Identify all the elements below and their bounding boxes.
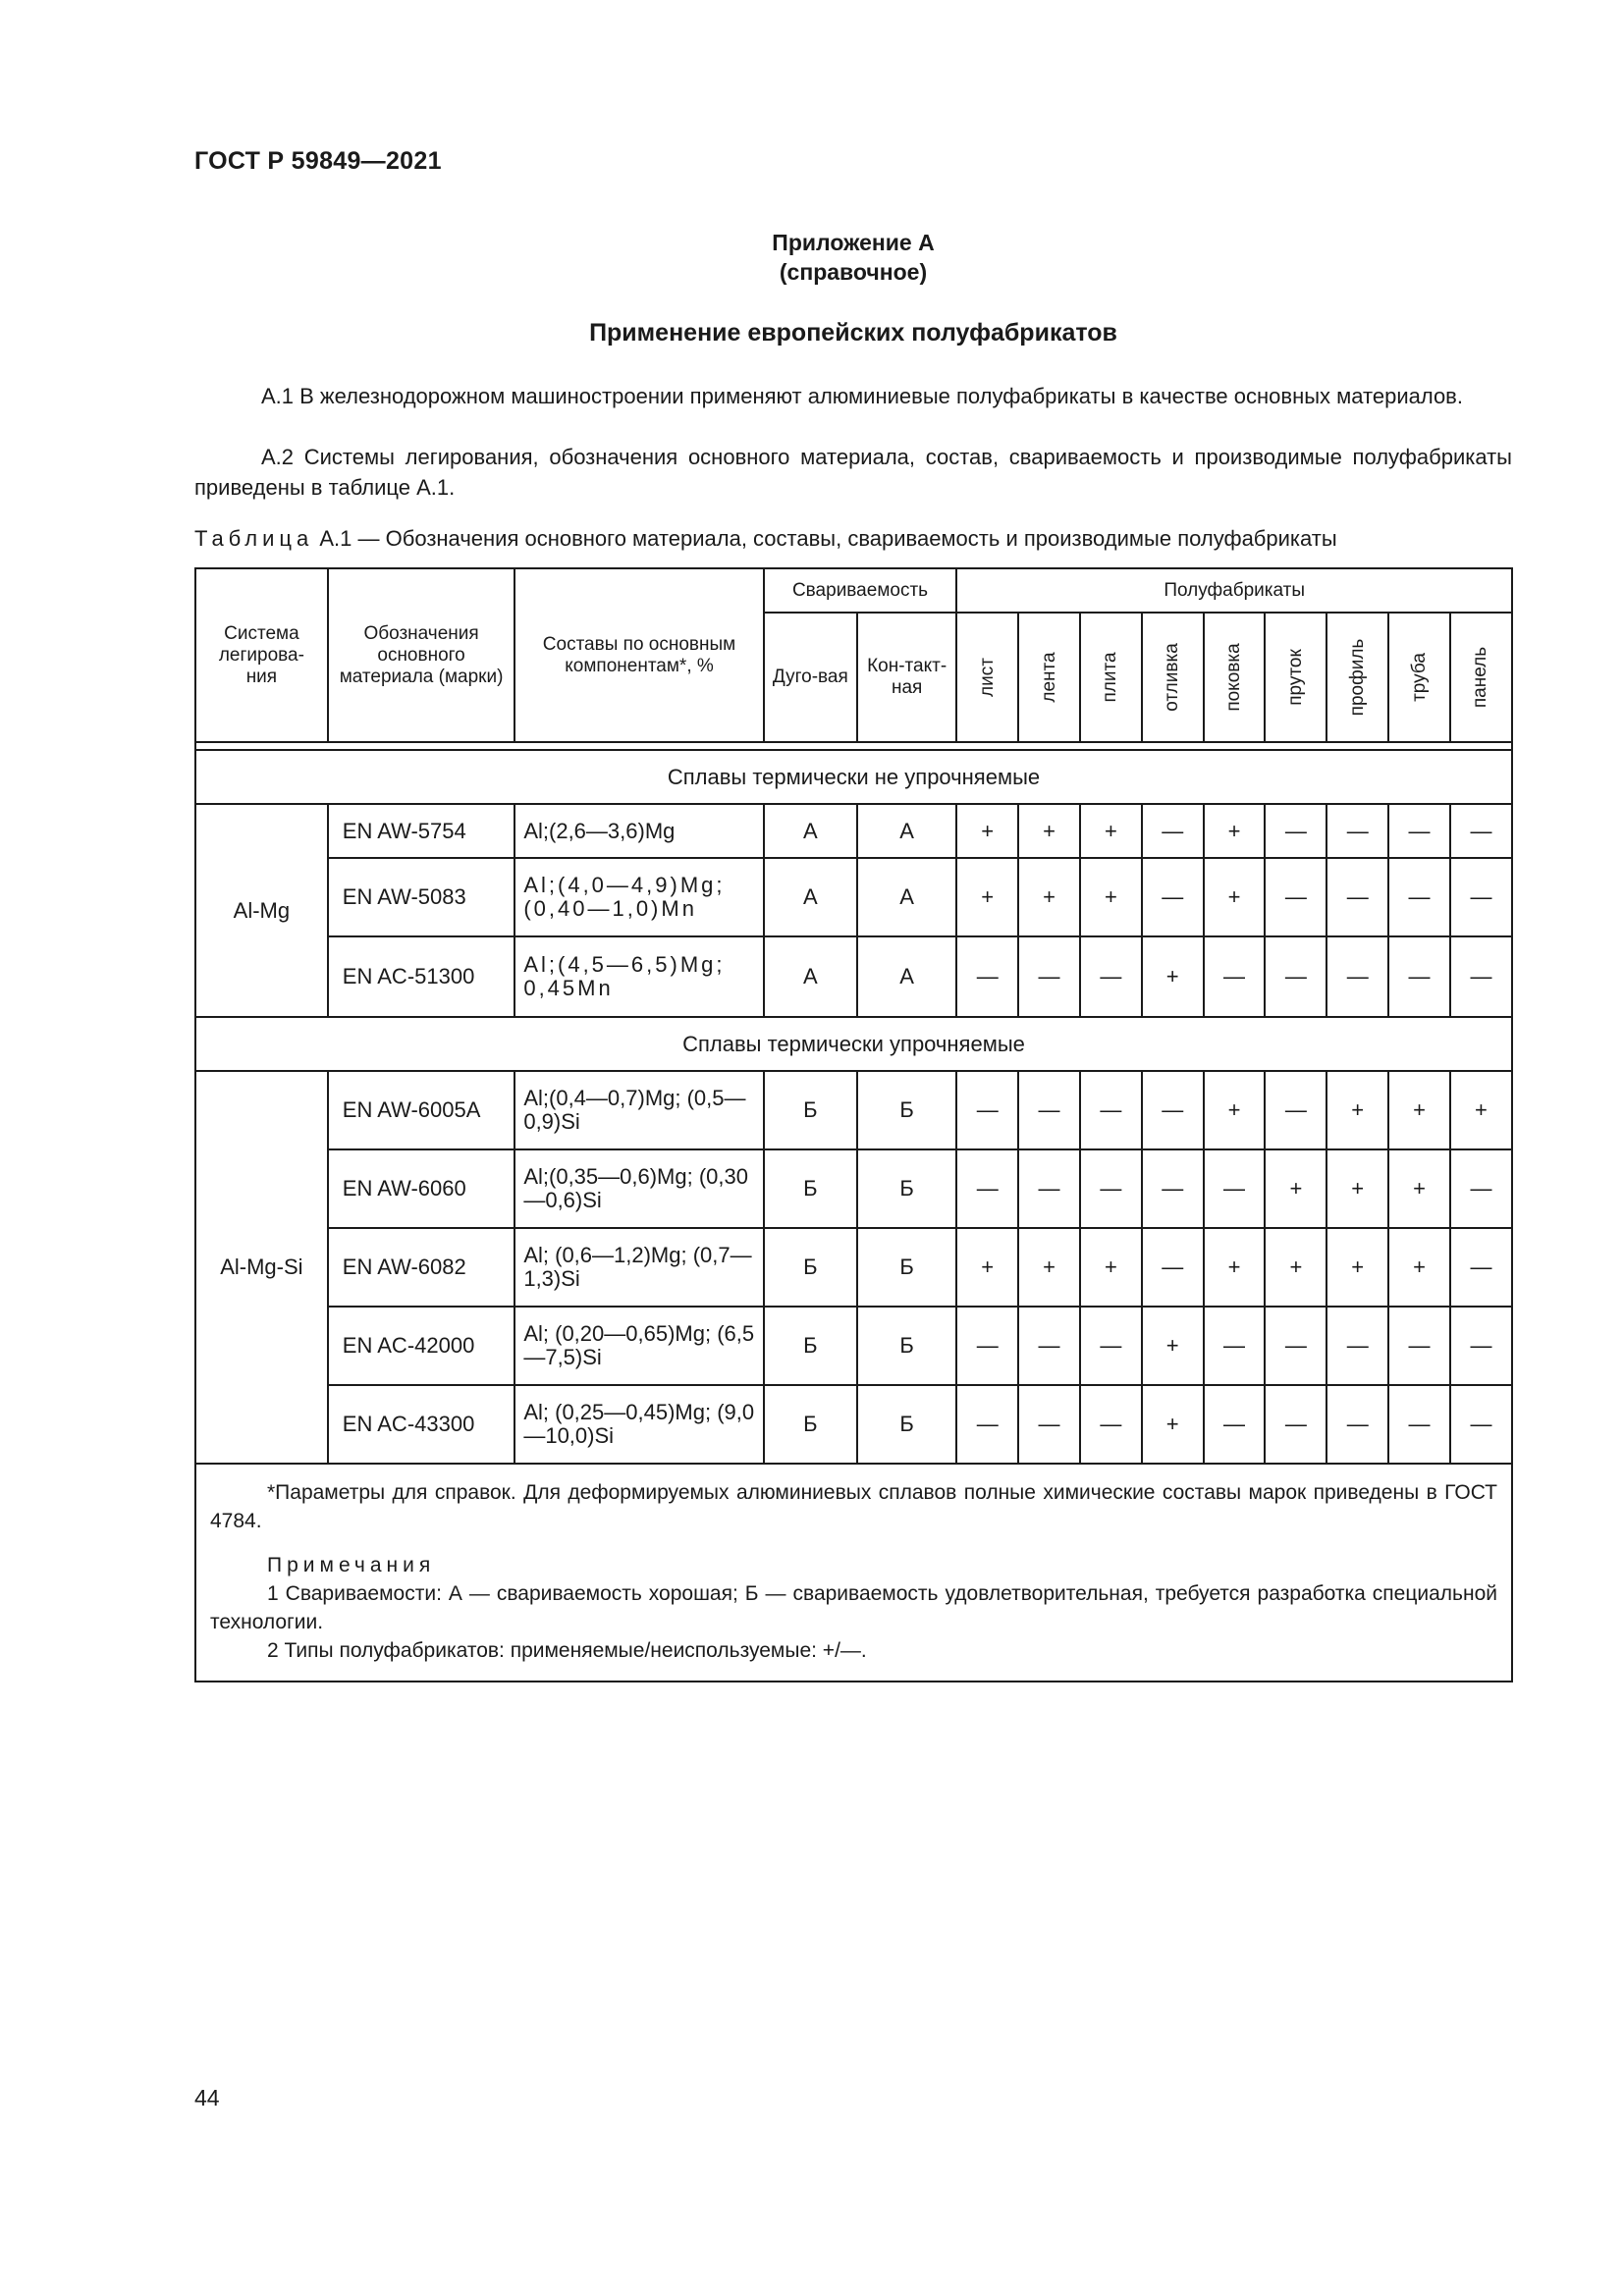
header-product-bar: пруток (1265, 613, 1326, 742)
product-cell: — (1326, 1307, 1388, 1385)
composition-cell: Al;(2,6—3,6)Mg (514, 804, 763, 858)
product-cell: — (1080, 1385, 1142, 1464)
product-cell: — (1142, 1071, 1204, 1149)
product-cell: + (1204, 804, 1266, 858)
product-cell: — (1018, 1307, 1080, 1385)
note-1: 1 Свариваемости: А — свариваемость хорошая; Б — свариваемость удовлетворительная, требуется разработка специальной технологии. (210, 1582, 1497, 1633)
product-cell: + (956, 804, 1018, 858)
product-cell: + (956, 858, 1018, 936)
product-cell: — (1265, 804, 1326, 858)
contact-weld-cell: А (857, 936, 956, 1017)
document-code: ГОСТ Р 59849—2021 (194, 147, 442, 175)
product-cell: + (1142, 1385, 1204, 1464)
header-contact: Кон-такт-ная (857, 613, 956, 742)
table-row (195, 1385, 1512, 1464)
arc-weld-cell: Б (764, 1307, 857, 1385)
grade-cell: EN AW-6060 (328, 1149, 515, 1228)
grade-cell: EN AC-42000 (328, 1307, 515, 1385)
composition-cell: Al;(0,35—0,6)Mg; (0,30—0,6)Si (514, 1149, 763, 1228)
product-cell: — (1450, 1385, 1512, 1464)
product-cell: — (1326, 858, 1388, 936)
product-cell: — (1204, 1385, 1266, 1464)
header-system: Система легирова-ния (195, 568, 328, 742)
product-cell: + (1388, 1071, 1450, 1149)
product-cell: — (1142, 858, 1204, 936)
product-cell: — (1265, 936, 1326, 1017)
product-cell: — (1018, 1071, 1080, 1149)
product-cell: — (1326, 1385, 1388, 1464)
product-cell: — (1326, 936, 1388, 1017)
product-cell: + (1142, 936, 1204, 1017)
product-cell: — (956, 1385, 1018, 1464)
paragraph-a2: А.2 Системы легирования, обозначения основного материала, состав, свариваемость и производимые полуфабрикаты приведены в таблице А.1. (194, 445, 1512, 500)
alloy-system-cell: Al-Mg (195, 804, 328, 1017)
arc-weld-cell: А (764, 804, 857, 858)
product-cell: + (1265, 1149, 1326, 1228)
composition-cell: Al; (0,25—0,45)Mg; (9,0—10,0)Si (514, 1385, 763, 1464)
table-row (195, 1228, 1512, 1307)
product-cell: + (1388, 1149, 1450, 1228)
arc-weld-cell: Б (764, 1071, 857, 1149)
arc-weld-cell: Б (764, 1228, 857, 1307)
materials-table (194, 567, 1513, 1682)
product-cell: — (1450, 1149, 1512, 1228)
product-cell: — (1080, 936, 1142, 1017)
product-cell: — (1388, 804, 1450, 858)
product-cell: — (1388, 1385, 1450, 1464)
header-product-profile: профиль (1326, 613, 1388, 742)
contact-weld-cell: Б (857, 1307, 956, 1385)
product-cell: — (1204, 936, 1266, 1017)
page-number: 44 (194, 2085, 220, 2110)
arc-weld-cell: Б (764, 1385, 857, 1464)
product-cell: + (1018, 804, 1080, 858)
product-cell: — (1265, 1385, 1326, 1464)
product-cell: — (1018, 1149, 1080, 1228)
product-cell: — (1450, 858, 1512, 936)
header-grade: Обозначения основного материала (марки) (328, 568, 515, 742)
grade-cell: EN AW-5754 (328, 804, 515, 858)
table-row (195, 1307, 1512, 1385)
grade-cell: EN AC-51300 (328, 936, 515, 1017)
product-cell: — (1204, 1307, 1266, 1385)
product-cell: + (1326, 1228, 1388, 1307)
product-cell: — (1265, 1307, 1326, 1385)
appendix-subtitle: (справочное) (779, 259, 928, 285)
group-title-non-heat-treatable: Сплавы термически не упрочняемые (195, 750, 1512, 804)
product-cell: + (1204, 1071, 1266, 1149)
product-cell: — (1080, 1149, 1142, 1228)
product-cell: — (1450, 1228, 1512, 1307)
grade-cell: EN AW-5083 (328, 858, 515, 936)
grade-cell: EN AC-43300 (328, 1385, 515, 1464)
table-footnote: *Параметры для справок. Для деформируемых алюминиевых сплавов полные химические составы марок приведены в ГОСТ 4784. (210, 1481, 1497, 1532)
table-row (195, 858, 1512, 936)
header-gap (195, 742, 1512, 750)
header-products: Полуфабрикаты (956, 568, 1512, 613)
table-row (195, 936, 1512, 1017)
section-title: Применение европейских полуфабрикатов (589, 319, 1117, 347)
composition-cell: Al;(0,4—0,7)Mg; (0,5—0,9)Si (514, 1071, 763, 1149)
product-cell: — (1142, 1149, 1204, 1228)
product-cell: + (1018, 1228, 1080, 1307)
header-product-casting: отливка (1142, 613, 1204, 742)
note-2: 2 Типы полуфабрикатов: применяемые/неиспользуемые: +/—. (267, 1639, 867, 1662)
arc-weld-cell: Б (764, 1149, 857, 1228)
product-cell: — (1326, 804, 1388, 858)
product-cell: — (1204, 1149, 1266, 1228)
table-caption (194, 526, 1512, 552)
product-cell: + (1388, 1228, 1450, 1307)
product-cell: + (1018, 858, 1080, 936)
header-product-sheet: лист (956, 613, 1018, 742)
header-product-tube: труба (1388, 613, 1450, 742)
product-cell: — (1388, 936, 1450, 1017)
table-caption-label: Таблица (194, 526, 314, 551)
arc-weld-cell: А (764, 858, 857, 936)
table-row (195, 1071, 1512, 1149)
product-cell: — (1265, 858, 1326, 936)
composition-cell: Al;(4,0—4,9)Mg; (0,40—1,0)Mn (514, 858, 763, 936)
product-cell: — (956, 1071, 1018, 1149)
product-cell: + (1142, 1307, 1204, 1385)
composition-cell: Al;(4,5—6,5)Mg; 0,45Mn (514, 936, 763, 1017)
product-cell: + (1450, 1071, 1512, 1149)
header-composition: Составы по основным компонентам*, % (514, 568, 763, 742)
contact-weld-cell: А (857, 804, 956, 858)
product-cell: — (1450, 804, 1512, 858)
composition-cell: Al; (0,20—0,65)Mg; (6,5—7,5)Si (514, 1307, 763, 1385)
product-cell: + (1080, 1228, 1142, 1307)
composition-cell: Al; (0,6—1,2)Mg; (0,7—1,3)Si (514, 1228, 763, 1307)
product-cell: — (1265, 1071, 1326, 1149)
table-notes (195, 1464, 1512, 1682)
contact-weld-cell: Б (857, 1385, 956, 1464)
product-cell: — (1142, 804, 1204, 858)
notes-title: Примечания (267, 1554, 436, 1576)
product-cell: — (1018, 936, 1080, 1017)
product-cell: + (1265, 1228, 1326, 1307)
table-row (195, 804, 1512, 858)
product-cell: + (1326, 1149, 1388, 1228)
product-cell: + (1080, 804, 1142, 858)
product-cell: + (1204, 858, 1266, 936)
product-cell: — (1080, 1307, 1142, 1385)
product-cell: + (1326, 1071, 1388, 1149)
header-product-panel: панель (1450, 613, 1512, 742)
appendix-heading (194, 228, 1512, 287)
product-cell: — (956, 1149, 1018, 1228)
paragraph-a1: А.1 В железнодорожном машиностроении применяют алюминиевые полуфабрикаты в качестве основных материалов. (261, 384, 1463, 408)
table-caption-text: А.1 — Обозначения основного материала, составы, свариваемость и производимые полуфабрикаты (313, 526, 1337, 551)
header-product-strip: лента (1018, 613, 1080, 742)
header-weldability: Свариваемость (764, 568, 957, 613)
contact-weld-cell: Б (857, 1228, 956, 1307)
product-cell: — (1388, 858, 1450, 936)
group-title-heat-treatable: Сплавы термически упрочняемые (195, 1017, 1512, 1071)
product-cell: — (1080, 1071, 1142, 1149)
header-product-forging: поковка (1204, 613, 1266, 742)
product-cell: + (1204, 1228, 1266, 1307)
alloy-system-cell: Al-Mg-Si (195, 1071, 328, 1464)
header-arc: Дуго-вая (764, 613, 857, 742)
header-product-plate: плита (1080, 613, 1142, 742)
product-cell: — (1018, 1385, 1080, 1464)
product-cell: — (956, 936, 1018, 1017)
appendix-title: Приложение А (772, 230, 935, 255)
contact-weld-cell: А (857, 858, 956, 936)
product-cell: — (1450, 1307, 1512, 1385)
grade-cell: EN AW-6082 (328, 1228, 515, 1307)
arc-weld-cell: А (764, 936, 857, 1017)
grade-cell: EN AW-6005A (328, 1071, 515, 1149)
product-cell: — (1388, 1307, 1450, 1385)
product-cell: — (1142, 1228, 1204, 1307)
contact-weld-cell: Б (857, 1071, 956, 1149)
contact-weld-cell: Б (857, 1149, 956, 1228)
product-cell: — (1450, 936, 1512, 1017)
product-cell: + (956, 1228, 1018, 1307)
table-row (195, 1149, 1512, 1228)
product-cell: — (956, 1307, 1018, 1385)
product-cell: + (1080, 858, 1142, 936)
